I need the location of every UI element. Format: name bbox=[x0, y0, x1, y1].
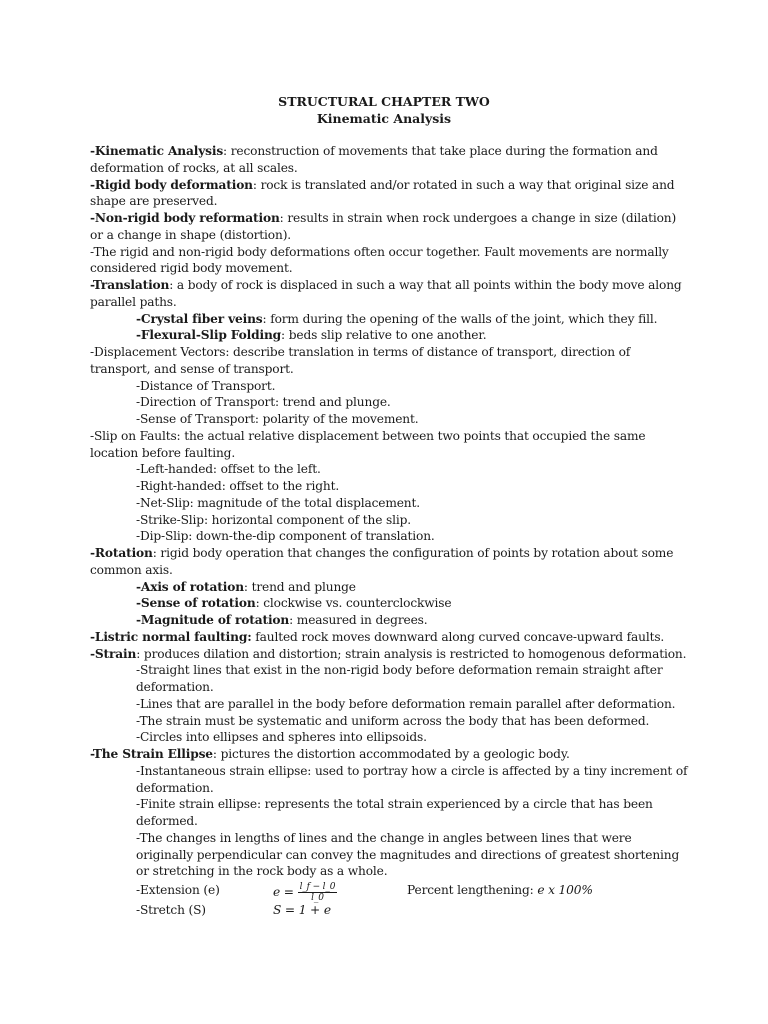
extension-fraction: $\frac{l\_f - l\_0}{l\_0}$ bbox=[299, 882, 336, 903]
extension-formula: e = $\frac{l\_f - l\_0}{l\_0}$ bbox=[273, 882, 336, 903]
page-title: STRUCTURAL CHAPTER TWO bbox=[278, 94, 490, 109]
item-magnitude-rotation: -Magnitude of rotation: measured in degrees. bbox=[136, 613, 428, 627]
paragraph-rotation: -Rotation: rigid body operation that changes the configuration of points by rotation about some common axis. bbox=[90, 546, 674, 577]
item-length-angle-changes: -The changes in lengths of lines and the change in angles between lines that were originally perpendicular can convey the magnitudes and directions of greatest shortening or stretching in the rock body as a whole. bbox=[136, 830, 680, 879]
stretch-formula: S = 1 + e bbox=[273, 903, 331, 917]
item-right-handed: -Right-handed: offset to the right. bbox=[136, 479, 340, 493]
item-sense-rotation: -Sense of rotation: clockwise vs. counterclockwise bbox=[136, 596, 452, 611]
paragraph-rigid-non-rigid: -The rigid and non-rigid body deformations often occur together. Fault movements are normally considered rigid body movement. bbox=[90, 244, 669, 276]
item-finite-strain: -Finite strain ellipse: represents the total strain experienced by a circle that has been deformed. bbox=[136, 797, 653, 828]
item-dip-slip: -Dip-Slip: down-the-dip component of translation. bbox=[136, 529, 435, 544]
paragraph-rigid-body: -Rigid body deformation: rock is translated and/or rotated in such a way that original size and shape are preserved. bbox=[90, 177, 675, 209]
item-straight-lines: -Straight lines that exist in the non-rigid body before deformation remain straight after deformation. bbox=[136, 663, 663, 694]
item-net-slip: -Net-Slip: magnitude of the total displacement. bbox=[136, 495, 420, 510]
percent-lengthening: Percent lengthening: e x 100% bbox=[407, 883, 593, 897]
item-direction-transport: -Direction of Transport: trend and plunge. bbox=[136, 395, 391, 410]
item-instantaneous-strain: -Instantaneous strain ellipse: used to portray how a circle is affected by a tiny increment of deformation. bbox=[136, 763, 688, 795]
equation-stretch-row bbox=[90, 900, 690, 920]
paragraph-non-rigid-body: -Non-rigid body reformation: results in strain when rock undergoes a change in size (dilation) or a change in shape (distortion). bbox=[90, 211, 677, 242]
paragraph-displacement-vectors: -Displacement Vectors: describe translation in terms of distance of transport, direction of transport, and sense of transport. bbox=[90, 345, 631, 376]
item-parallel-lines: -Lines that are parallel in the body before deformation remain parallel after deformation. bbox=[136, 696, 676, 711]
paragraph-strain-ellipse: -The Strain Ellipse: pictures the distortion accommodated by a geologic body. bbox=[90, 747, 570, 761]
paragraph-translation: -Translation: a body of rock is displaced in such a way that all points within the body move along parallel paths. bbox=[90, 278, 682, 309]
item-systematic-strain: -The strain must be systematic and uniform across the body that has been deformed. bbox=[136, 713, 650, 728]
item-strike-slip: -Strike-Slip: horizontal component of the slip. bbox=[136, 512, 411, 527]
paragraph-strain: -Strain: produces dilation and distortion; strain analysis is restricted to homogenous deformation. bbox=[90, 646, 687, 661]
item-left-handed: -Left-handed: offset to the left. bbox=[136, 462, 321, 477]
item-axis-rotation: -Axis of rotation: trend and plunge bbox=[136, 579, 356, 594]
paragraph-kinematic-analysis: -Kinematic Analysis: reconstruction of movements that take place during the formation and deformation of rocks, at all scales. bbox=[90, 144, 658, 175]
stretch-label: -Stretch (S) bbox=[136, 903, 206, 917]
item-sense-transport: -Sense of Transport: polarity of the movement. bbox=[136, 412, 419, 426]
item-crystal-fiber-veins: -Crystal fiber veins: form during the opening of the walls of the joint, which they fill. bbox=[136, 311, 658, 326]
document-body bbox=[90, 143, 690, 920]
paragraph-listric-faulting: -Listric normal faulting: faulted rock moves downward along curved concave-upward faults. bbox=[90, 629, 665, 644]
page-subtitle: Kinematic Analysis bbox=[316, 111, 452, 126]
item-distance-transport: -Distance of Transport. bbox=[136, 378, 276, 393]
item-flexural-slip: -Flexural-Slip Folding: beds slip relative to one another. bbox=[136, 328, 487, 343]
extension-label: -Extension (e) bbox=[136, 883, 220, 897]
equation-extension-row bbox=[90, 880, 690, 903]
item-circles-ellipses: -Circles into ellipses and spheres into ellipsoids. bbox=[136, 730, 427, 745]
paragraph-slip-faults: -Slip on Faults: the actual relative displacement between two points that occupied the same location before faulting. bbox=[90, 428, 646, 460]
